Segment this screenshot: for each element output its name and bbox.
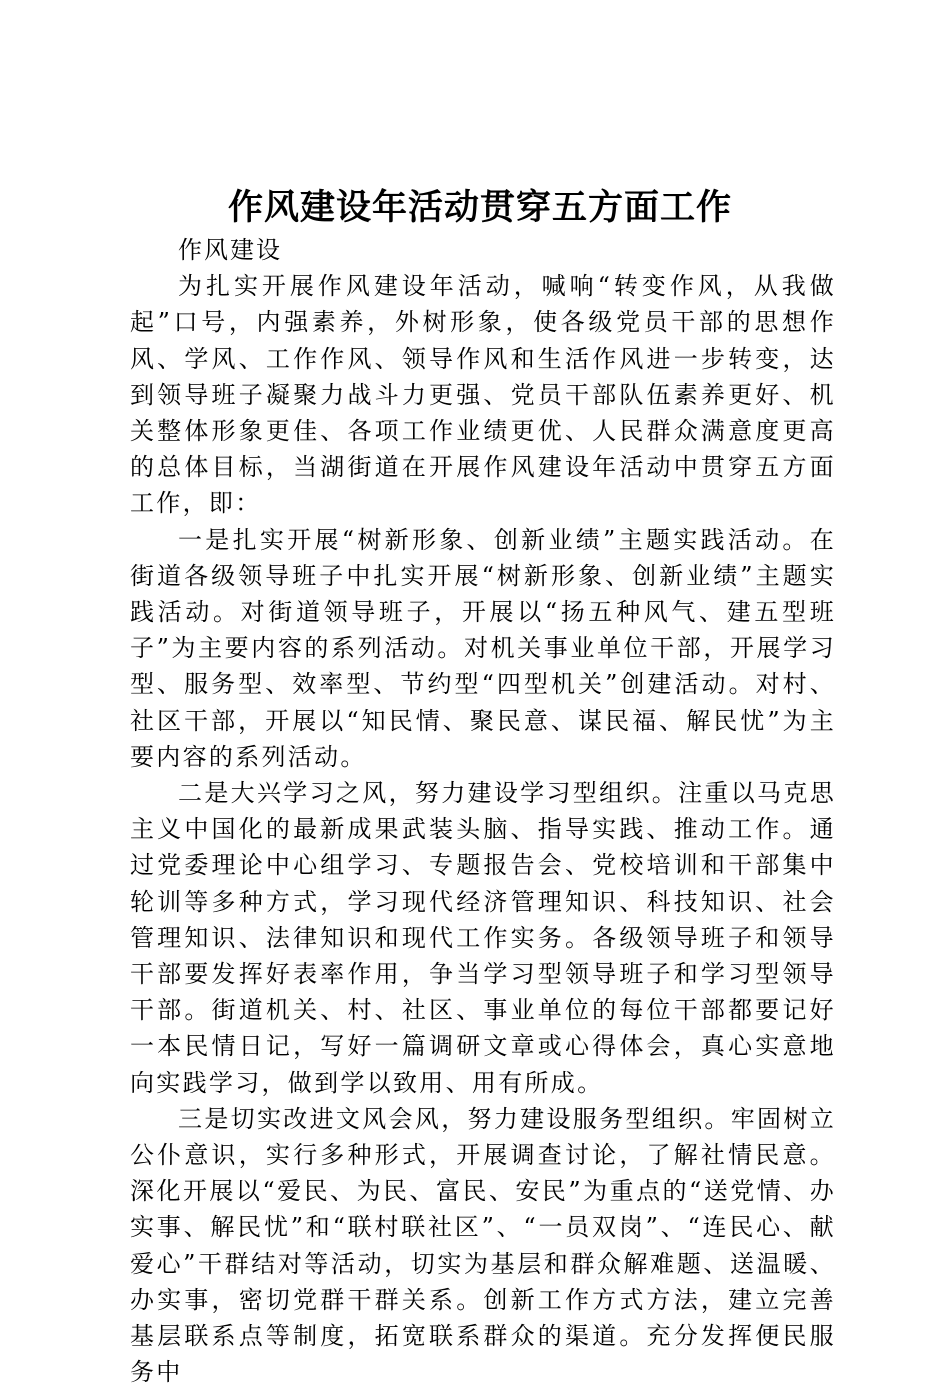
document-body (130, 232, 836, 1391)
paragraph-point-two: 二是大兴学习之风，努力建设学习型组织。注重以马克思主义中国化的最新成果武装头脑、指导实践、推动工作。通过党委理论中心组学习、专题报告会、党校培训和干部集中轮训等多种方式，学习现代经济管理知识、科技知识、社会管理知识、法律知识和现代工作实务。各级领导班子和领导干部要发挥好表率作用，争当学习型领导班子和学习型领导干部。街道机关、村、社区、事业单位的每位干部都要记好一本民情日记，写好一篇调研文章或心得体会，真心实意地向实践学习，做到学以致用、用有所成。 (130, 779, 836, 1097)
paragraph-intro: 为扎实开展作风建设年活动，喊响“转变作风，从我做起”口号，内强素养，外树形象，使各级党员干部的思想作风、学风、工作作风、领导作风和生活作风进一步转变，达到领导班子凝聚力战斗力更强、党员干部队伍素养更好、机关整体形象更佳、各项工作业绩更优、人民群众满意度更高的总体目标，当湖街道在开展作风建设年活动中贯穿五方面工作，即： (130, 272, 836, 518)
category-label: 作风建设 (178, 236, 282, 264)
document-title: 作风建设年活动贯穿五方面工作 (227, 187, 732, 228)
paragraph-point-one: 一是扎实开展“树新形象、创新业绩”主题实践活动。在街道各级领导班子中扎实开展“树新形象、创新业绩”主题实践活动。对街道领导班子，开展以“扬五种风气、建五型班子”为主要内容的系列活动。对机关事业单位干部，开展学习型、服务型、效率型、节约型“四型机关”创建活动。对村、社区干部，开展以“知民情、聚民意、谋民福、解民忧”为主要内容的系列活动。 (130, 525, 836, 771)
paragraph-point-three: 三是切实改进文风会风，努力建设服务型组织。牢固树立公仆意识，实行多种形式，开展调查讨论，了解社情民意。深化开展以“爱民、为民、富民、安民”为重点的“送党情、办实事、解民忧”和“联村联社区”、“一员双岗”、“连民心、献爱心”干群结对等活动，切实为基层和群众解难题、送温暖、办实事，密切党群干群关系。创新工作方式方法，建立完善基层联系点等制度，拓宽联系群众的渠道。充分发挥便民服务中 (130, 1104, 836, 1387)
